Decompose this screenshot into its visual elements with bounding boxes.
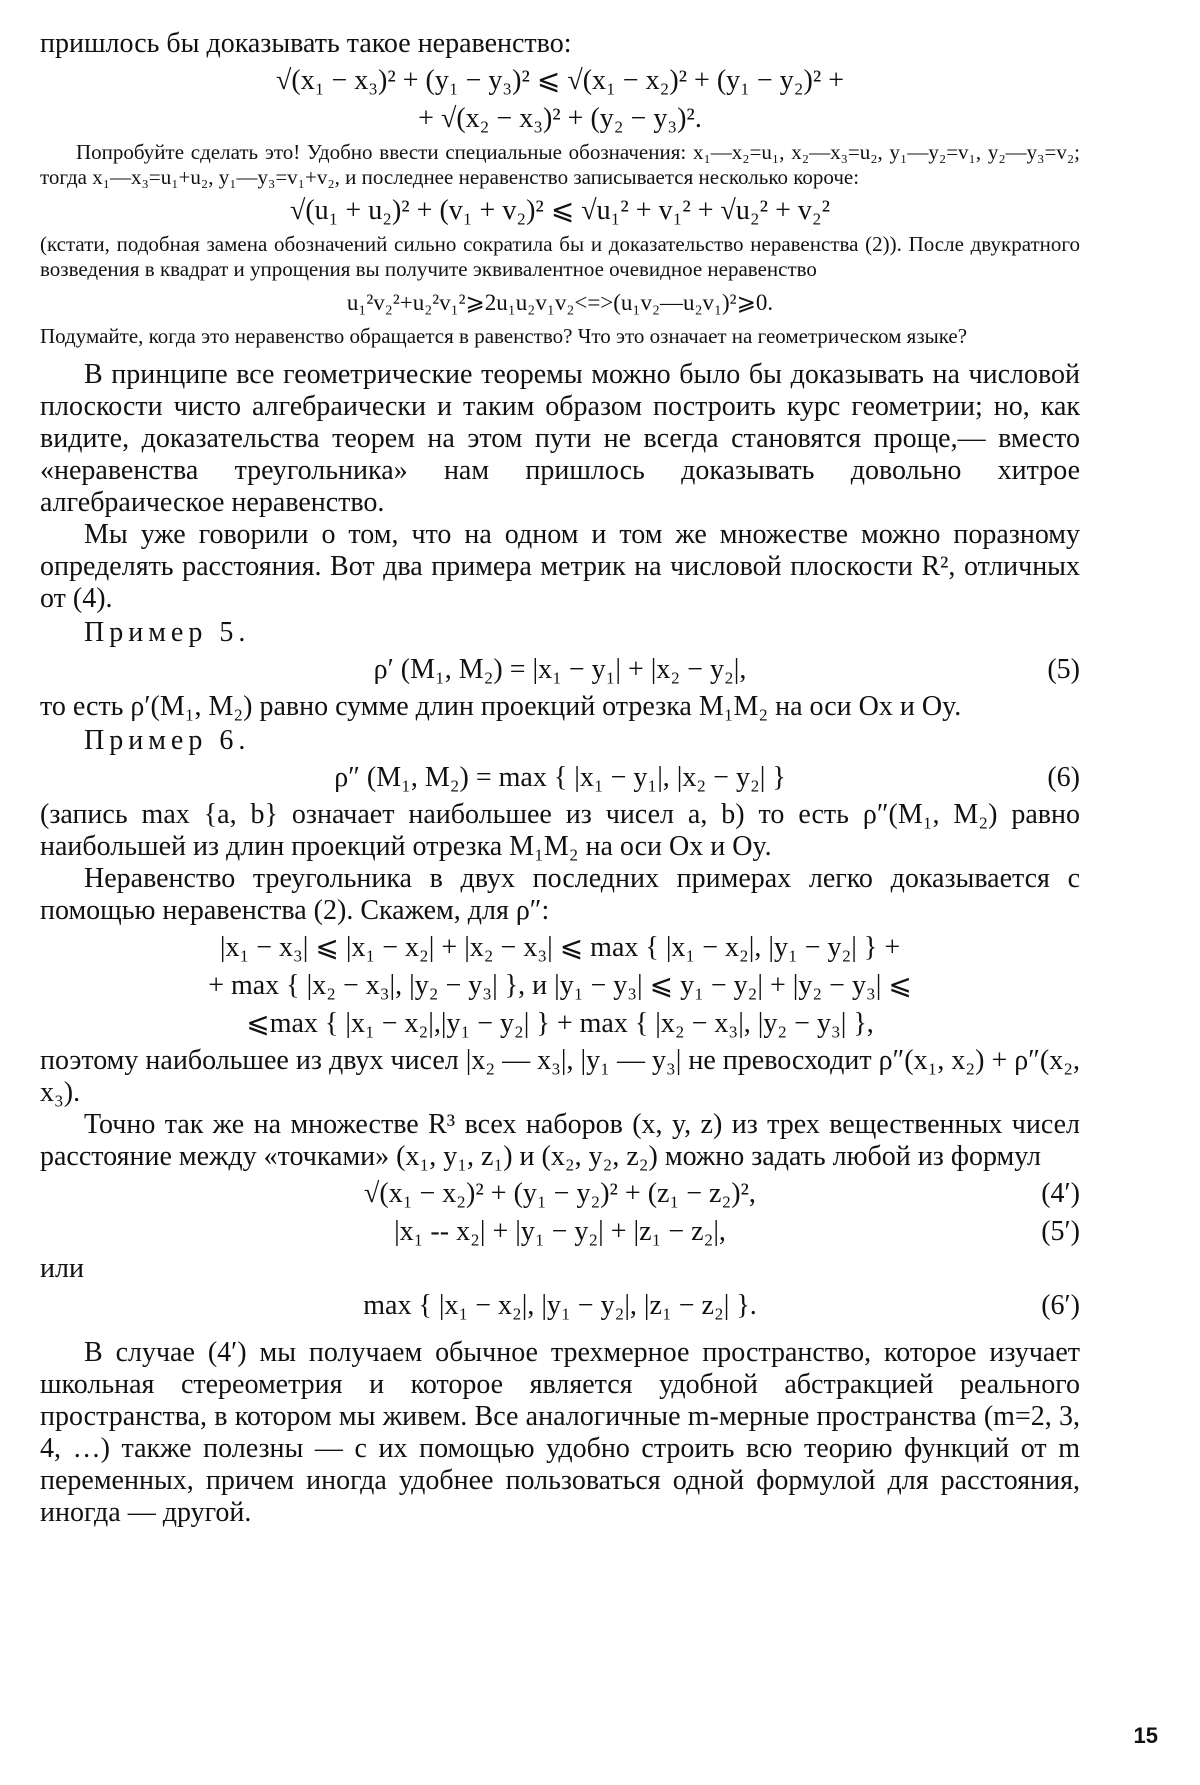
equation-number: (6′) [1041, 1290, 1080, 1321]
paragraph: (запись max {a, b} означает наибольшее из чисел a, b) то есть ρ″(M₁, M₂) равно наибольшей из длин проекций отрезка M₁M₂ на оси Ox и Oy. [40, 799, 1080, 862]
note-paragraph: Подумайте, когда это неравенство обращается в равенство? Что это означает на геометрическом языке? [40, 324, 968, 348]
formula-equivalent-inequality: u₁²v₂²+u₂²v₁²⩾2u₁u₂v₁v₂<=>(u₁v₂—u₂v₁)²⩾0. [346, 290, 774, 315]
page-number: 15 [1133, 1723, 1158, 1748]
formula-proof-line1: |x₁ − x₃| ⩽ |x₁ − x₂| + |x₂ − x₃| ⩽ max { |x₁ − x₂|, |y₁ − y₂| } + [219, 932, 901, 963]
formula-triangle-inequality-line1: √(x₁ − x₃)² + (y₁ − y₃)² ⩽ √(x₁ − x₂)² + (y₁ − y₂)² + [276, 65, 844, 96]
formula-row [40, 1177, 1080, 1211]
formula-triangle-inequality-line2: + √(x₂ − x₃)² + (y₂ − y₃)². [418, 103, 702, 134]
equation-number: (5′) [1041, 1216, 1080, 1247]
equation-number: (6) [1047, 762, 1080, 793]
equation-number: (4′) [1041, 1178, 1080, 1209]
formula-metric-sum: ρ′ (M₁, M₂) = |x₁ − y₁| + |x₂ − y₂|, [373, 654, 747, 685]
formula-proof-line2: + max { |x₂ − x₃|, |y₂ − y₃| }, и |y₁ − y₃| ⩽ y₁ − y₂| + |y₂ − y₃| ⩽ [208, 970, 912, 1001]
note-paragraph: Попробуйте сделать это! Удобно ввести специальные обозначения: x₁—x₂=u₁, x₂—x₃=u₂, y₁—y₂=v₁, y₂—y₃=v₂; тогда x₁—x₃=u₁+u₂, y₁—y₃=v₁+v₂, и последнее неравенство записывается несколько короче: [40, 140, 1080, 189]
example-heading: Пример 5. [84, 617, 251, 648]
formula-max-3d: max { |x₁ − x₂|, |y₁ − y₂|, |z₁ − z₂| }. [363, 1290, 757, 1321]
formula-row [40, 1215, 1080, 1249]
paragraph: В случае (4′) мы получаем обычное трехмерное пространство, которое изучает школьная стереометрия и которое является удобной абстракцией реального пространства, в котором мы живем. Все аналогичные m-мерные пространства (m=2, 3, 4, …) также полезны — с их помощью удобно строить всю теорию функций от m переменных, причем иногда удобнее пользоваться одной формулой для расстояния, иногда — другой. [40, 1337, 1080, 1528]
formula-row [40, 653, 1080, 687]
note-paragraph: (кстати, подобная замена обозначений сильно сократила бы и доказательство неравенства (2)). После двукратного возведения в квадрат и упрощения вы получите эквивалентное очевидное неравенство [40, 232, 1080, 281]
example-heading: Пример 6. [84, 725, 251, 756]
text-line: или [40, 1253, 84, 1284]
text-line: пришлось бы доказывать такое неравенство: [40, 28, 572, 59]
paragraph: поэтому наибольшее из двух чисел |x₂ — x₃|, |y₁ — y₃| не превосходит ρ″(x₁, x₂) + ρ″(x₂, x₃). [40, 1045, 1080, 1108]
formula-euclidean-3d: √(x₁ − x₂)² + (y₁ − y₂)² + (z₁ − z₂)², [364, 1178, 756, 1209]
paragraph: В принципе все геометрические теоремы можно было бы доказывать на числовой плоскости чисто алгебраически и таким образом построить курс геометрии; но, как видите, доказательства теорем на этом пути не всегда становятся проще,— вместо «неравенства треугольника» нам пришлось доказывать довольно хитрое алгебраическое неравенство. [40, 359, 1080, 518]
formula-row [40, 1289, 1080, 1323]
formula-row [40, 761, 1080, 795]
formula-short-inequality: √(u₁ + u₂)² + (v₁ + v₂)² ⩽ √u₁² + v₁² + √u₂² + v₂² [289, 195, 831, 226]
formula-proof-line3: ⩽max { |x₁ − x₂|,|y₁ − y₂| } + max { |x₂ − x₃|, |y₂ − y₃| }, [246, 1008, 874, 1039]
formula-metric-max: ρ″ (M₁, M₂) = max { |x₁ − y₁|, |x₂ − y₂| } [334, 762, 786, 793]
equation-number: (5) [1047, 654, 1080, 685]
paragraph: Точно так же на множестве R³ всех наборов (x, y, z) из трех вещественных чисел расстояние между «точками» (x₁, y₁, z₁) и (x₂, y₂, z₂) можно задать любой из формул [40, 1109, 1080, 1172]
paragraph: Неравенство треугольника в двух последних примерах легко доказывается с помощью неравенства (2). Скажем, для ρ″: [40, 863, 1080, 926]
paragraph: то есть ρ′(M₁, M₂) равно сумме длин проекций отрезка M₁M₂ на оси Ox и Oy. [40, 691, 962, 722]
page-body [40, 28, 1080, 1529]
paragraph: Мы уже говорили о том, что на одном и том же множестве можно поразному определять расстояния. Вот два примера метрик на числовой плоскости R², отличных от (4). [40, 519, 1080, 614]
formula-sum-3d: |x₁ -- x₂| + |y₁ − y₂| + |z₁ − z₂|, [394, 1216, 726, 1247]
